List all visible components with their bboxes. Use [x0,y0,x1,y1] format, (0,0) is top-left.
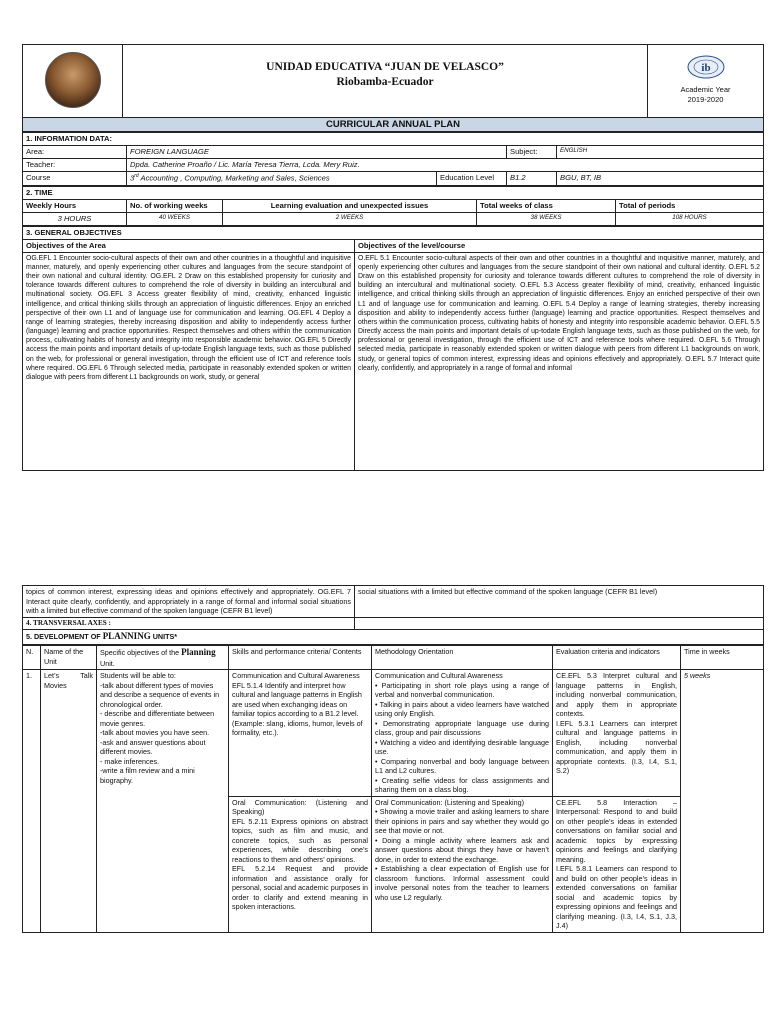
objective-line: Students will be able to: [100,671,176,681]
col-methodology: Methodology Orientation [372,646,553,670]
unit-number: 1. [23,670,41,933]
col-evaluation: Evaluation criteria and indicators [553,646,681,670]
method-item: • Creating selfie videos for class assignments and sharing them on a class blog. [375,775,549,795]
skills-text: EFL 5.1.4 Identify and interpret how cultural and language patterns in English are used when exchanging ideas on familiar topics according to a B1.2 level. (Example: slang, idioms, humor, levels of formality, etc.). [232,680,363,738]
header-table [22,44,764,118]
objective-line: -ask and answer questions about different movies. [100,737,206,757]
method-item: • Establishing a clear expectation of English use for classroom functions. Informal assessment could involve personal notes from the teacher to learners who use L2 regularly. [375,864,549,902]
time-section-heading: 2. TIME [23,186,764,199]
objective-line: - make inferences. [100,756,160,766]
objective-line: -write a film review and a mini biography. [100,766,195,785]
education-level-programs: BGU, BT, IB [557,172,764,186]
subject-label: Subject: [507,146,557,159]
method-item: • Comparing nonverbal and body language between L1 and L2 cultures. [375,756,549,776]
col-skills: Skills and performance criteria/ Contents [229,646,372,670]
evaluation-indicator: I.EFL 5.3.1 Learners can interpret cultural and language patterns in English, including nonverbal communication, and apply them in appropriate contexts. (I.3, I.4, S.1, S.2) [556,718,677,776]
col-unit-name: Name of the Unit [41,646,97,670]
subject-value: ENGLISH [557,146,764,159]
area-objectives-text: OG.EFL 1 Encounter socio-cultural aspects of their own and other countries in a thoughtful and inquisitive manner, maturely, and openly experiencing other cultures and languages from the secure standpoint of their own national and cultural identity. OG.EFL 2 Draw on this established propensity for curiosity and tolerance towards different cultures to comprehend the role of diversity in building an intercultural and multinational society. OG.EFL 3 Access greater flexibility of mind, creativity, enhanced linguistic intelligence, and critical thinking skills through an appreciation of linguistic differences. Enjoy an enriched perspective of their own L1 and of language use for communication and learning. OG.EFL 4 Deploy a range of learning strategies, thereby increasing disposition and ability to independently access further (language) learning and practice opportunities. Respect themselves and others within the communication process, cultivating habits of honesty and integrity into responsible academic behavior. OG.EFL 5 Directly access the main points and important details of up-todate English language texts, such as those published on the web, for professional or general investigation, through the efficient use of ICT and reference tools where required. OG.EFL 6 Through selected media, participate in reasonably extended spoken or written dialogue with peers from different L1 backgrounds on work, study, or general [23,252,355,470]
level-objectives-header: Objectives of the level/course [355,239,764,252]
general-objectives-heading: 3. GENERAL OBJECTIVES [23,226,764,239]
course-number: 3 [130,173,135,183]
method-item: • Participating in short role plays using a range of verbal and nonverbal communication. [375,680,549,700]
evaluation-cultural-awareness [553,670,681,797]
objective-line: - describe and differentiate between movie genres. [100,709,215,728]
evaluation-weeks-label: Learning evaluation and unexpected issues [223,199,477,212]
document-page-2 [22,585,764,933]
total-weeks-value: 38 WEEKS [477,212,616,225]
course-text: Accounting , Computing, Marketing and Sales, Sciences [138,173,330,183]
col-time: Time in weeks [681,646,764,670]
method-cultural-awareness [372,670,553,797]
information-table [22,132,764,186]
evaluation-criterion: CE.EFL 5.8 Interaction – Interpersonal: Respond to and build on other people’s ideas in extended conversations on familiar social and academic topics by expressing opinions and feelings and clarifying meaning. [556,797,677,864]
teacher-value: Dpda. Catherine Proaño / Lic. María Teresa Tierra, Lcda. Mery Ruiz. [127,159,764,172]
objective-line: -talk about movies you have seen. [100,728,210,738]
method-heading: Communication and Cultural Awareness [375,671,503,681]
objectives-continuation-table [22,585,764,645]
skills-cultural-awareness [229,670,372,797]
school-name-cell [123,45,648,118]
area-objectives-continued: topics of common interest, expressing ideas and opinions effectively and appropriately. OG.EFL 7 Interact quite clearly, confidently, and appropriately in a range of formal and informal social situations with a limited but effective command of the spoken language (CEFR B1 level) [23,586,355,618]
area-label: Area: [23,146,127,159]
skills-text: EFL 5.2.14 Request and provide information and assistance orally for personal, social and academic purposes in order to clarify and extend meaning in spoken interactions. [232,864,368,912]
academic-year-value: 2019-2020 [687,94,724,104]
skills-text: EFL 5.2.11 Express opinions on abstract topics, such as film and music, and concrete topics, such as personal experiences, while describing one’s reactions to them and others’ opinions. [232,816,368,864]
document-page-1 [22,44,764,471]
col-specific-planning: Planning [181,647,216,658]
evaluation-weeks-value: 2 WEEKS [223,212,477,225]
col-number: N. [23,646,41,670]
general-objectives-table [22,226,764,471]
evaluation-oral-communication [553,796,681,932]
total-periods-value: 108 HOURS [616,212,764,225]
unit-time: 5 weeks [681,670,764,933]
weekly-hours-label: Weekly Hours [23,199,127,212]
col-specific-prefix: Specific objectives of the [100,648,182,658]
transversal-axes-value [355,617,764,630]
skills-oral-communication [229,796,372,932]
ib-logo-icon [686,54,726,80]
course-value [127,172,437,186]
education-level-label: Education Level [437,172,507,186]
transversal-axes-heading: 4. TRANSVERSAL AXES : [23,617,355,630]
development-units-planning: PLANNING [102,631,151,642]
academic-year-cell [648,45,764,118]
svg-text:ib: ib [700,62,711,74]
method-item: • Demonstrating appropriate language use during class, group and pair discussions [375,718,549,738]
objective-line: -talk about different types of movies and describe a sequence of events in chronological order. [100,680,220,709]
col-specific-suffix: Unit. [100,658,115,668]
academic-year-label: Academic Year [680,84,731,94]
skills-heading: Oral Communication: (Listening and Speaking) [232,797,368,817]
development-units-suffix: UNITS* [150,632,178,642]
level-objectives-continued: social situations with a limited but effective command of the spoken language (CEFR B1 level) [355,586,764,618]
school-city: Riobamba-Ecuador [336,76,434,89]
time-table [22,186,764,226]
total-weeks-label: Total weeks of class [477,199,616,212]
method-heading: Oral Communication: (Listening and Speaking) [375,797,525,807]
course-label: Course [23,172,127,186]
level-objectives-text: O.EFL 5.1 Encounter socio-cultural aspects of their own and other countries in a thoughtful and inquisitive manner, maturely, and openly experiencing other cultures and languages from the secure standpoint of their own national and cultural identity. O.EFL 5.2 Draw on this established propensity for curiosity and tolerance towards different cultures to comprehend the role of diversity in building an intercultural and multinational society. O.EFL 5.3 Access greater flexibility of mind, creativity, enhanced linguistic intelligence, and critical thinking skills through an appreciation of linguistic differences. Enjoy an enriched perspective of their own L1 and of language use for communication and learning. O.EFL 5.4 Deploy a range of learning strategies, thereby increasing disposition and ability to independently access further (language) learning and practice opportunities. Respect themselves and others within the communication process, cultivating habits of honesty and integrity into responsible academic behavior. O.EFL 5.5 Directly access the main points and important details of up-todate English language texts, such as those published on the web, for professional or general investigation, through the efficient use of ICT and reference tools where required. O.EFL 5.6 Through selected media, participate in reasonably extended spoken or written dialogue with peers from different L1 backgrounds on work, study, or general topics of common interest, expressing ideas and opinions effectively and appropriately. O.EFL 5.7 Interact quite clearly, confidently, and appropriately in a range of formal and informal [355,252,764,470]
method-item: • Talking in pairs about a video learners have watched using only English. [375,699,549,719]
portrait-cell [23,45,123,118]
working-weeks-label: No. of working weeks [127,199,223,212]
evaluation-criterion: CE.EFL 5.3 Interpret cultural and language patterns in English, including nonverbal communication, and apply them in appropriate contexts. [556,671,677,719]
evaluation-indicator: I.EFL 5.8.1 Learners can respond to and build on other people’s ideas in extended conversations on familiar social and academic topics by expressing opinions and feelings and clarifying meaning. (I.3, I.4, S.1, J.3, J.4) [556,864,677,931]
units-table [22,645,764,933]
total-periods-label: Total of periods [616,199,764,212]
founder-portrait-icon [45,52,101,108]
col-specific-objectives [97,646,229,670]
method-oral-communication [372,796,553,932]
skills-heading: Communication and Cultural Awareness [232,671,360,681]
education-level-value: B1.2 [507,172,557,186]
teacher-label: Teacher: [23,159,127,172]
method-item: • Watching a video and identifying desirable language use. [375,737,549,757]
method-item: • Doing a mingle activity where learners ask and answer questions about things they have or haven’t done, in order to extend the exchange. [375,835,549,864]
method-item: • Showing a movie trailer and asking learners to share their opinions in pairs and say whether they would go see that movie or not. [375,807,549,836]
area-value: FOREIGN LANGUAGE [127,146,507,159]
course-ordinal: rd [134,173,139,180]
plan-title-banner: CURRICULAR ANNUAL PLAN [22,118,764,132]
unit-objectives [97,670,229,933]
area-objectives-header: Objectives of the Area [23,239,355,252]
unit-name: Let’s Talk Movies [41,670,97,933]
working-weeks-value: 40 WEEKS [127,212,223,225]
development-units-heading [23,630,764,645]
development-units-prefix: 5. DEVELOPMENT OF [26,632,103,642]
school-name: UNIDAD EDUCATIVA “JUAN DE VELASCO” [266,61,504,73]
weekly-hours-value: 3 HOURS [23,212,127,225]
information-section-heading: 1. INFORMATION DATA: [23,133,764,146]
